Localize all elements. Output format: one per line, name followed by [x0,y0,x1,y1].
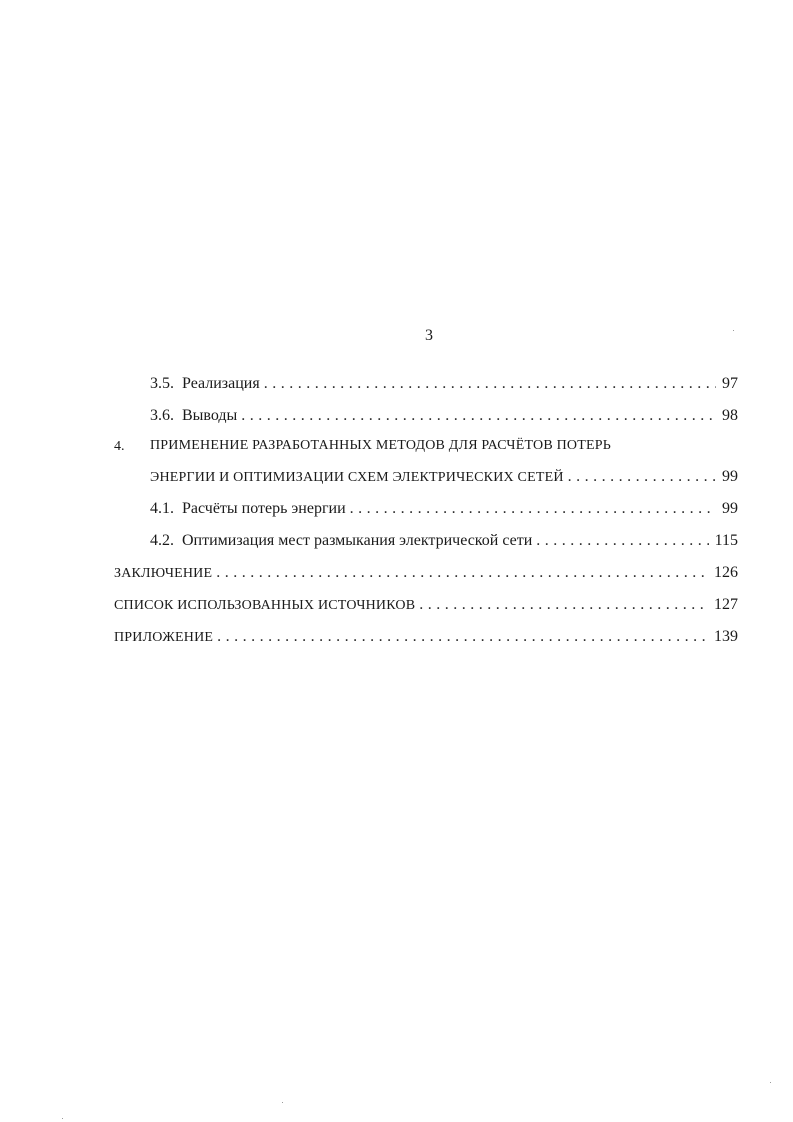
toc-entry-4-1[interactable] [150,499,738,519]
toc-entry-title: Расчёты потерь энергии [182,500,346,517]
toc-entry-4-line2[interactable] [150,467,738,488]
toc-entry-number: 3.5. [150,375,174,392]
toc-entry-4-2[interactable] [150,531,738,551]
toc-chapter-number: 4. [114,439,125,454]
toc-entry-page: 127 [714,596,738,613]
toc-entry-title: Реализация [182,375,260,392]
toc-entry-number: 3.6. [150,407,174,424]
toc-entry-references[interactable] [114,595,738,616]
toc-entry-appendix[interactable] [114,627,738,648]
toc-leader-dots [419,595,708,615]
toc-leader-dots [216,563,708,583]
toc-entry-page: 115 [714,532,738,549]
toc-entry-3-6[interactable] [150,406,738,426]
toc-entry-number: 4.1. [150,500,174,517]
toc-leader-dots [536,531,708,551]
toc-leader-dots [241,406,716,426]
toc-entry-title: ПРИМЕНЕНИЕ РАЗРАБОТАННЫХ МЕТОДОВ ДЛЯ РАСЧЁТОВ ПОТЕРЬ [150,438,611,453]
toc-leader-dots [568,467,716,487]
scan-speck [62,1118,63,1119]
scan-speck [733,330,734,331]
toc-entry-number: 4.2. [150,532,174,549]
toc-entry-title-continued: ЭНЕРГИИ И ОПТИМИЗАЦИИ СХЕМ ЭЛЕКТРИЧЕСКИХ СЕТЕЙ [150,470,564,485]
toc-leader-dots [217,627,708,647]
toc-entry-title: ПРИЛОЖЕНИЕ [114,630,214,645]
toc-entry-page: 99 [722,500,738,517]
toc-entry-title: Оптимизация мест размыкания электрической сети [182,532,533,549]
toc-leader-dots [264,374,716,394]
toc-entry-page: 139 [714,628,738,645]
toc-entry-page: 98 [722,407,738,424]
toc-entry-page: 99 [722,468,738,485]
toc-leader-dots [350,499,716,519]
toc-entry-3-5[interactable] [150,374,738,394]
toc-entry-title: Выводы [182,407,238,424]
page-number: 3 [425,327,433,344]
toc-entry-page: 97 [722,375,738,392]
toc-entry-page: 126 [714,564,738,581]
toc-entry-4-line1[interactable] [150,436,738,456]
toc-entry-title: ЗАКЛЮЧЕНИЕ [114,566,213,581]
toc-entry-title: СПИСОК ИСПОЛЬЗОВАННЫХ ИСТОЧНИКОВ [114,598,416,613]
scan-speck [282,1102,283,1103]
toc-entry-conclusion[interactable] [114,563,738,584]
scan-speck [770,1082,771,1083]
